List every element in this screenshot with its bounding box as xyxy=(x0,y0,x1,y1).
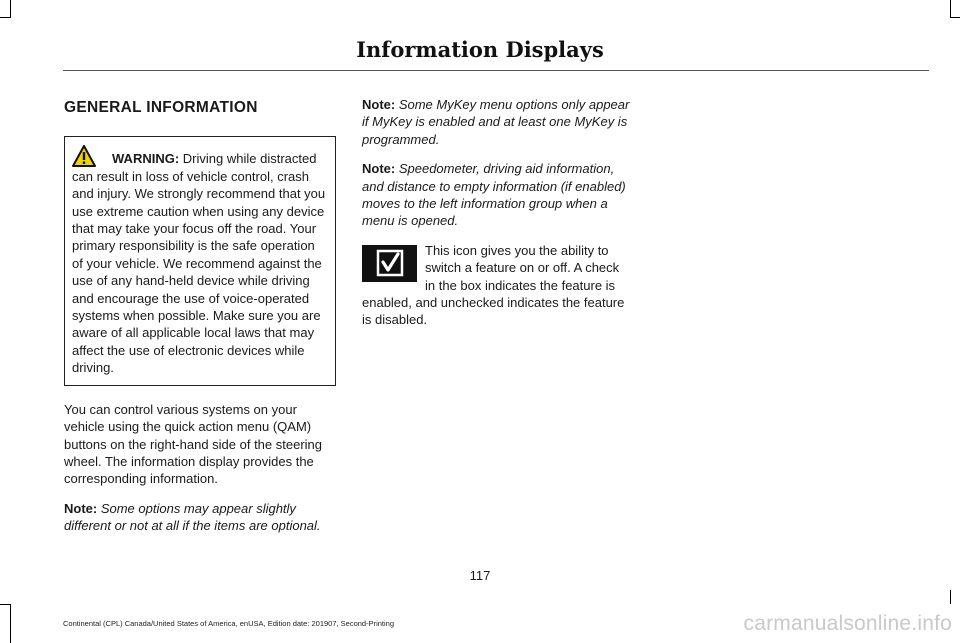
crop-mark-bottom-left-h xyxy=(0,604,11,605)
intro-paragraph: You can control various systems on your vehicle using the quick action menu (QAM) buttons on the right-hand side of the steering wheel. The information display provides the corresponding information. xyxy=(64,401,323,487)
page-number: 117 xyxy=(469,568,491,583)
crop-mark-top-left-v xyxy=(10,0,11,18)
crop-mark-top-right-h xyxy=(950,17,960,18)
note-label: Note: xyxy=(64,500,98,516)
checkbox-icon-tile xyxy=(362,245,417,282)
note-label: Note: xyxy=(362,97,396,112)
warning-box xyxy=(64,136,336,385)
note-speedometer xyxy=(362,160,632,230)
watermark: carmanualsonline.info xyxy=(743,612,952,635)
warning-label: WARNING: xyxy=(112,151,180,167)
page-header-title: Information Displays xyxy=(356,37,604,62)
note-optional-items xyxy=(64,500,336,535)
checkbox-icon-description: This icon gives you the ability to switch a feature on or off. A check in the box indicates the feature is enabled, and unchecked indicates the feature is disabled. xyxy=(362,242,625,328)
crop-mark-top-left-h xyxy=(0,17,11,18)
checkbox-icon-paragraph xyxy=(362,242,632,329)
note-text: Speedometer, driving aid information, and distance to empty information (if enabled) moves to the left information group when a menu is opened. xyxy=(362,161,626,229)
crop-mark-top-right-v xyxy=(950,0,951,18)
header-rule xyxy=(63,70,929,71)
right-column xyxy=(362,96,632,329)
note-text: Some options may appear slightly different or not at all if the items are optional. xyxy=(64,500,321,534)
note-label: Note: xyxy=(362,161,396,177)
checkbox-checked-icon xyxy=(376,249,404,277)
note-text: Some MyKey menu options only appear if MyKey is enabled and at least one MyKey is programmed. xyxy=(362,97,630,147)
crop-mark-bottom-left-v xyxy=(10,604,11,643)
note-mykey xyxy=(362,96,632,148)
warning-text: Driving while distracted can result in loss of vehicle control, crash and injury. We strongly recommend that you use extreme caution when using any device that may take your focus off the road. Your primary responsibility is the safe operation of your vehicle. We recommend against the use of any hand-held device while driving and encourage the use of voice-operated systems when possible. Make sure you are aware of all applicable local laws that may affect the use of electronic devices while driving. xyxy=(72,151,326,376)
section-heading: GENERAL INFORMATION xyxy=(64,99,258,116)
left-column xyxy=(64,96,336,547)
warning-triangle-icon xyxy=(72,145,109,167)
crop-mark-right-v xyxy=(950,590,951,604)
footer-edition-text: Continental (CPL) Canada/United States of America, enUSA, Edition date: 201907, Second-Printing xyxy=(63,619,395,628)
